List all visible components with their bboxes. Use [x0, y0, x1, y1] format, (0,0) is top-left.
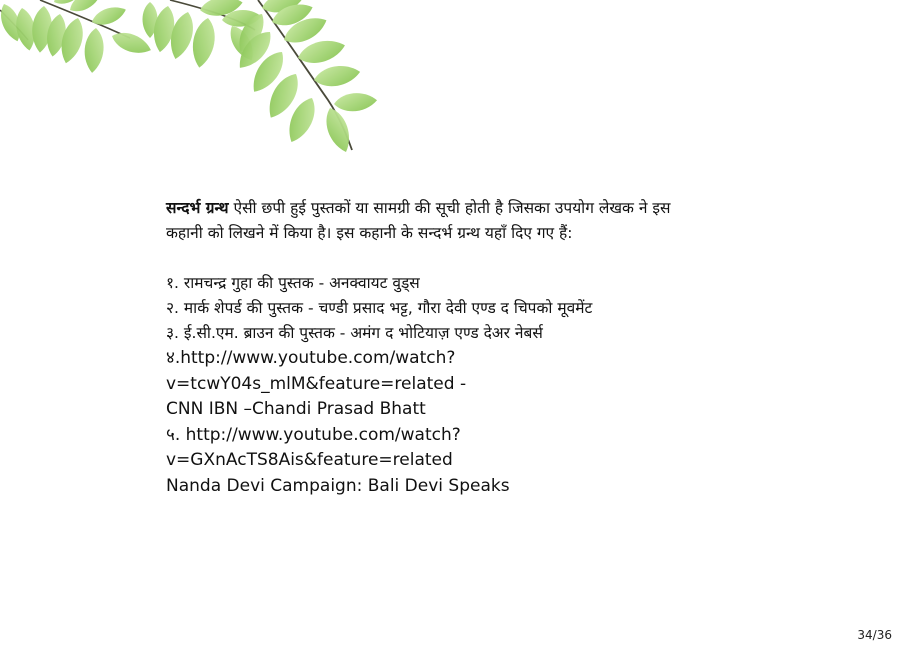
reference-item-2: २. मार्क शेपर्ड की पुस्तक - चण्डी प्रसाद भट्ट, गौरा देवी एण्ड द चिपको मूवमेंट [166, 299, 593, 317]
reference-item-1: १. रामचन्द्र गुहा की पुस्तक - अनक्वायट वुड्स [166, 274, 420, 292]
page-number: 34/36 [857, 628, 892, 642]
reference-item-5-title: Nanda Devi Campaign: Bali Devi Speaks [166, 475, 510, 496]
reference-item-4-url-part2: v=tcwY04s_mlM&feature=related - [166, 373, 467, 394]
intro-term: सन्दर्भ ग्रन्थ [166, 199, 229, 217]
document-body [166, 196, 786, 499]
reference-item-5-url-part1: ५. http://www.youtube.com/watch? [166, 424, 461, 445]
reference-item-3: ३. ई.सी.एम. ब्राउन की पुस्तक - अमंग द भोटियाज़ एण्ड देअर नेबर्स [166, 324, 543, 342]
reference-item-4-url-part1: ४.http://www.youtube.com/watch? [166, 348, 456, 368]
intro-text-line1: ऐसी छपी हुई पुस्तकों या सामग्री की सूची होती है जिसका उपयोग लेखक ने इस [228, 199, 671, 217]
reference-list [166, 271, 786, 499]
reference-item-5-url-part2: v=GXnAcTS8Ais&feature=related [166, 450, 453, 470]
decorative-leaves-illustration [0, 0, 400, 165]
reference-item-4-title: CNN IBN –Chandi Prasad Bhatt [166, 399, 426, 419]
intro-paragraph [166, 196, 786, 246]
intro-text-line2: कहानी को लिखने में किया है। इस कहानी के सन्दर्भ ग्रन्थ यहाँ दिए गए हैं: [166, 224, 573, 242]
